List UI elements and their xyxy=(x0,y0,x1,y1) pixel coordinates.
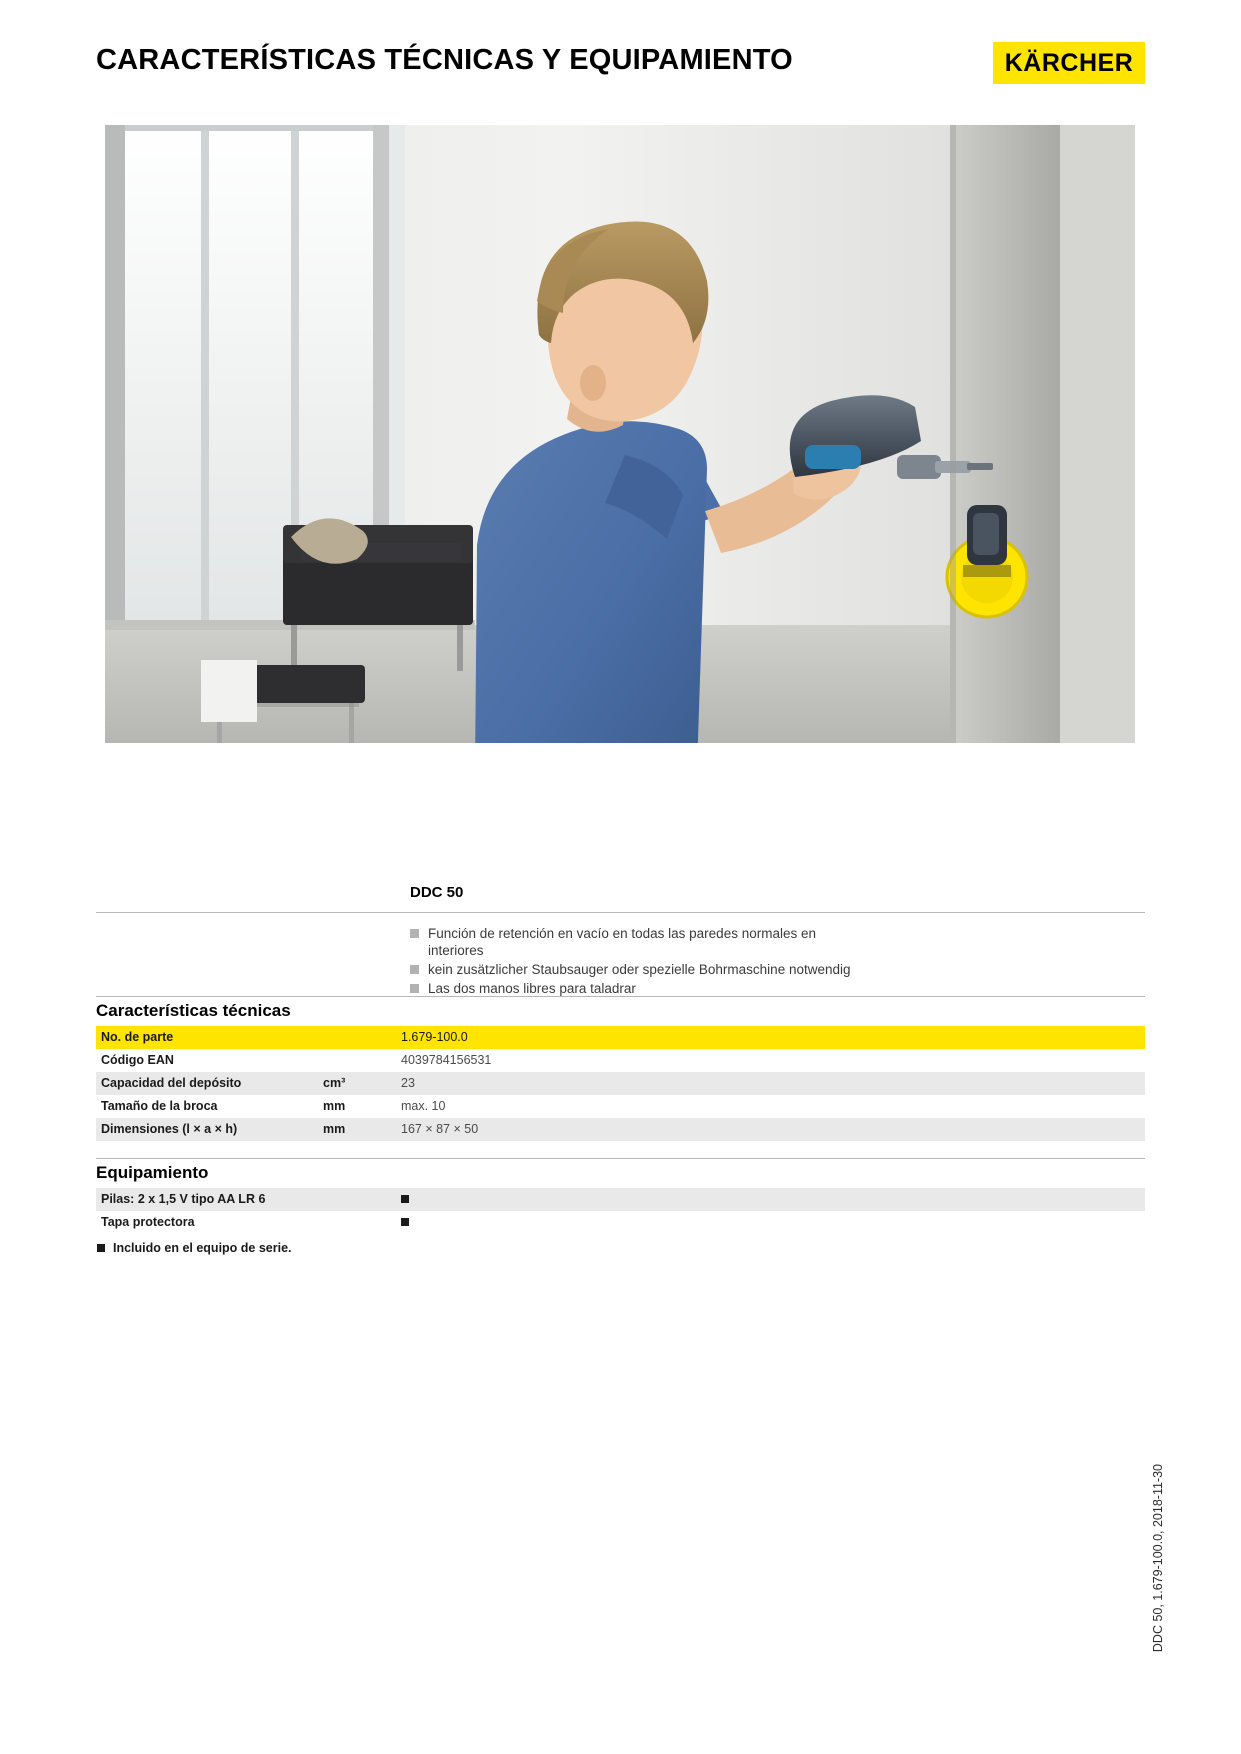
included-square-icon xyxy=(401,1195,409,1203)
row-value: 167 × 87 × 50 xyxy=(396,1118,1145,1141)
hero-illustration xyxy=(105,125,1135,743)
product-features xyxy=(96,912,1145,999)
row-value: 4039784156531 xyxy=(396,1049,1145,1072)
section-title-technical: Características técnicas xyxy=(96,996,1145,1026)
row-label: Tamaño de la broca xyxy=(96,1095,318,1118)
bullet-square-icon xyxy=(410,965,419,974)
technical-data-section xyxy=(96,996,1145,1141)
equipment-section xyxy=(96,1158,1145,1255)
page-header xyxy=(96,40,1145,90)
row-label: Tapa protectora xyxy=(96,1211,396,1234)
list-item xyxy=(410,980,1145,997)
row-value: 23 xyxy=(396,1072,1145,1095)
row-value: max. 10 xyxy=(396,1095,1145,1118)
table-row xyxy=(96,1095,1145,1118)
table-row xyxy=(96,1211,1145,1234)
list-item xyxy=(410,925,1145,959)
equipment-table xyxy=(96,1188,1145,1234)
row-unit: mm xyxy=(318,1095,396,1118)
bullet-square-icon xyxy=(410,984,419,993)
product-name: DDC 50 xyxy=(410,884,464,901)
page-title: CARACTERÍSTICAS TÉCNICAS Y EQUIPAMIENTO xyxy=(96,44,793,76)
table-row xyxy=(96,1049,1145,1072)
footnote-text: Incluido en el equipo de serie. xyxy=(113,1241,292,1255)
row-label: Capacidad del depósito xyxy=(96,1072,318,1095)
list-item xyxy=(410,961,1145,978)
row-label: No. de parte xyxy=(96,1026,318,1049)
product-hero-image xyxy=(105,125,1135,743)
feature-text: Las dos manos libres para taladrar xyxy=(428,981,636,996)
brand-name: KÄRCHER xyxy=(1004,48,1134,77)
row-label: Dimensiones (l × a × h) xyxy=(96,1118,318,1141)
row-unit xyxy=(318,1049,396,1072)
row-unit xyxy=(318,1026,396,1049)
included-square-icon xyxy=(97,1244,105,1252)
feature-text: kein zusätzlicher Staubsauger oder spezielle Bohrmaschine notwendig xyxy=(428,962,851,977)
table-row xyxy=(96,1118,1145,1141)
row-unit: cm³ xyxy=(318,1072,396,1095)
feature-text: Función de retención en vacío en todas las paredes normales en interiores xyxy=(428,926,816,958)
row-value: 1.679-100.0 xyxy=(396,1026,1145,1049)
included-square-icon xyxy=(401,1218,409,1226)
bullet-square-icon xyxy=(410,929,419,938)
row-label: Código EAN xyxy=(96,1049,318,1072)
document-reference: DDC 50, 1.679-100.0, 2018-11-30 xyxy=(1151,1464,1165,1653)
row-value xyxy=(396,1211,1145,1234)
row-unit: mm xyxy=(318,1118,396,1141)
karcher-logo xyxy=(993,42,1145,84)
technical-data-table xyxy=(96,1026,1145,1141)
row-label: Pilas: 2 x 1,5 V tipo AA LR 6 xyxy=(96,1188,396,1211)
table-row xyxy=(96,1072,1145,1095)
section-title-equipment: Equipamiento xyxy=(96,1158,1145,1188)
equipment-footnote xyxy=(96,1241,1145,1255)
table-row xyxy=(96,1188,1145,1211)
row-value xyxy=(396,1188,1145,1211)
table-row xyxy=(96,1026,1145,1049)
